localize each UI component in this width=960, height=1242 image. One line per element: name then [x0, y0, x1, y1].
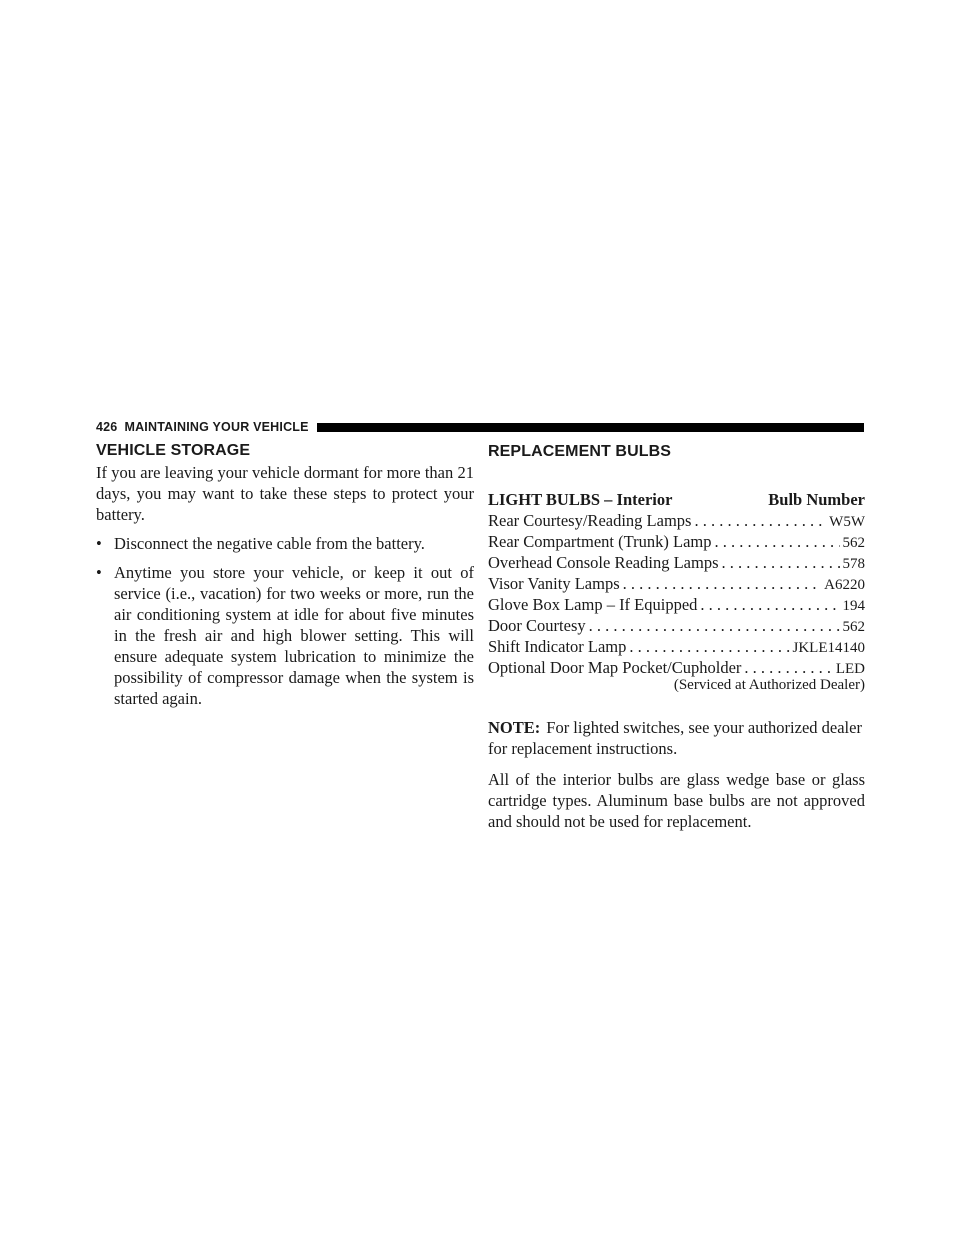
bulb-number: 578: [842, 556, 865, 572]
note-label: NOTE:: [488, 718, 541, 737]
note-paragraph: [488, 717, 865, 759]
dot-leader: [714, 531, 839, 552]
replacement-bulbs-heading: REPLACEMENT BULBS: [488, 443, 672, 460]
bulb-number: A6220: [824, 577, 865, 593]
dot-leader: [721, 552, 839, 573]
table-row: [488, 510, 865, 531]
table-row: [488, 552, 865, 573]
bulb-name: Rear Courtesy/Reading Lamps: [488, 511, 692, 530]
bulb-name: Rear Compartment (Trunk) Lamp: [488, 532, 712, 551]
dot-leader: [589, 615, 840, 636]
closing-paragraph: All of the interior bulbs are glass wedge base or glass cartridge types. Aluminum base bulbs are not approved and should not be used for replacement.: [488, 770, 865, 831]
bulb-table-header-right: Bulb Number: [768, 490, 865, 509]
step-text: Disconnect the negative cable from the battery.: [114, 534, 425, 553]
page-header: [96, 419, 864, 435]
serviced-note: (Serviced at Authorized Dealer): [673, 677, 865, 693]
bulb-table-header: [488, 489, 865, 510]
step-text: Anytime you store your vehicle, or keep it out of service (i.e., vacation) for two weeks or more, run the air conditioning system at idle for about five minutes in the fresh air and high blower setting. This will ensure adequate system lubrication to minimize the possibility of compressor damage when the system is started again.: [114, 563, 474, 708]
dot-leader: [629, 636, 789, 657]
bulb-number: 194: [842, 598, 865, 614]
table-row: [488, 615, 865, 636]
dot-leader: [700, 594, 839, 615]
header-rule: [317, 423, 864, 432]
table-row: [488, 594, 865, 615]
bulb-table-header-left: LIGHT BULBS – Interior: [488, 490, 673, 509]
bulb-name: Overhead Console Reading Lamps: [488, 553, 719, 572]
table-row: [488, 573, 865, 594]
table-row: [488, 531, 865, 552]
bulb-table: [488, 489, 865, 696]
replacement-bulbs-column: [488, 440, 865, 832]
bulb-number: LED: [835, 661, 865, 677]
vehicle-storage-column: [96, 440, 474, 717]
bulb-number: 562: [842, 535, 865, 551]
dot-leader: [694, 510, 826, 531]
bulb-number: 562: [842, 619, 865, 635]
table-row: [488, 636, 865, 657]
bulb-number: JKLE14140: [792, 640, 865, 656]
bulb-name: Visor Vanity Lamps: [488, 574, 620, 593]
bulb-name: Optional Door Map Pocket/Cupholder: [488, 658, 742, 677]
bullet-icon: •: [96, 534, 102, 553]
bullet-icon: •: [96, 563, 102, 582]
list-item: [96, 533, 474, 554]
bulb-name: Shift Indicator Lamp: [488, 637, 627, 656]
dot-leader: [623, 573, 822, 594]
bulb-number: W5W: [829, 514, 865, 530]
vehicle-storage-steps: [96, 533, 474, 709]
bulb-name: Glove Box Lamp – If Equipped: [488, 595, 698, 614]
note-text: For lighted switches, see your authorized dealer for replacement instructions.: [488, 718, 862, 758]
bulb-name: Door Courtesy: [488, 616, 586, 635]
list-item: [96, 562, 474, 709]
vehicle-storage-intro: If you are leaving your vehicle dormant for more than 21 days, you may want to take these steps to protect your battery.: [96, 463, 474, 524]
page-number: 426: [96, 420, 118, 434]
section-name: MAINTAINING YOUR VEHICLE: [124, 420, 309, 434]
vehicle-storage-heading: VEHICLE STORAGE: [96, 442, 251, 459]
